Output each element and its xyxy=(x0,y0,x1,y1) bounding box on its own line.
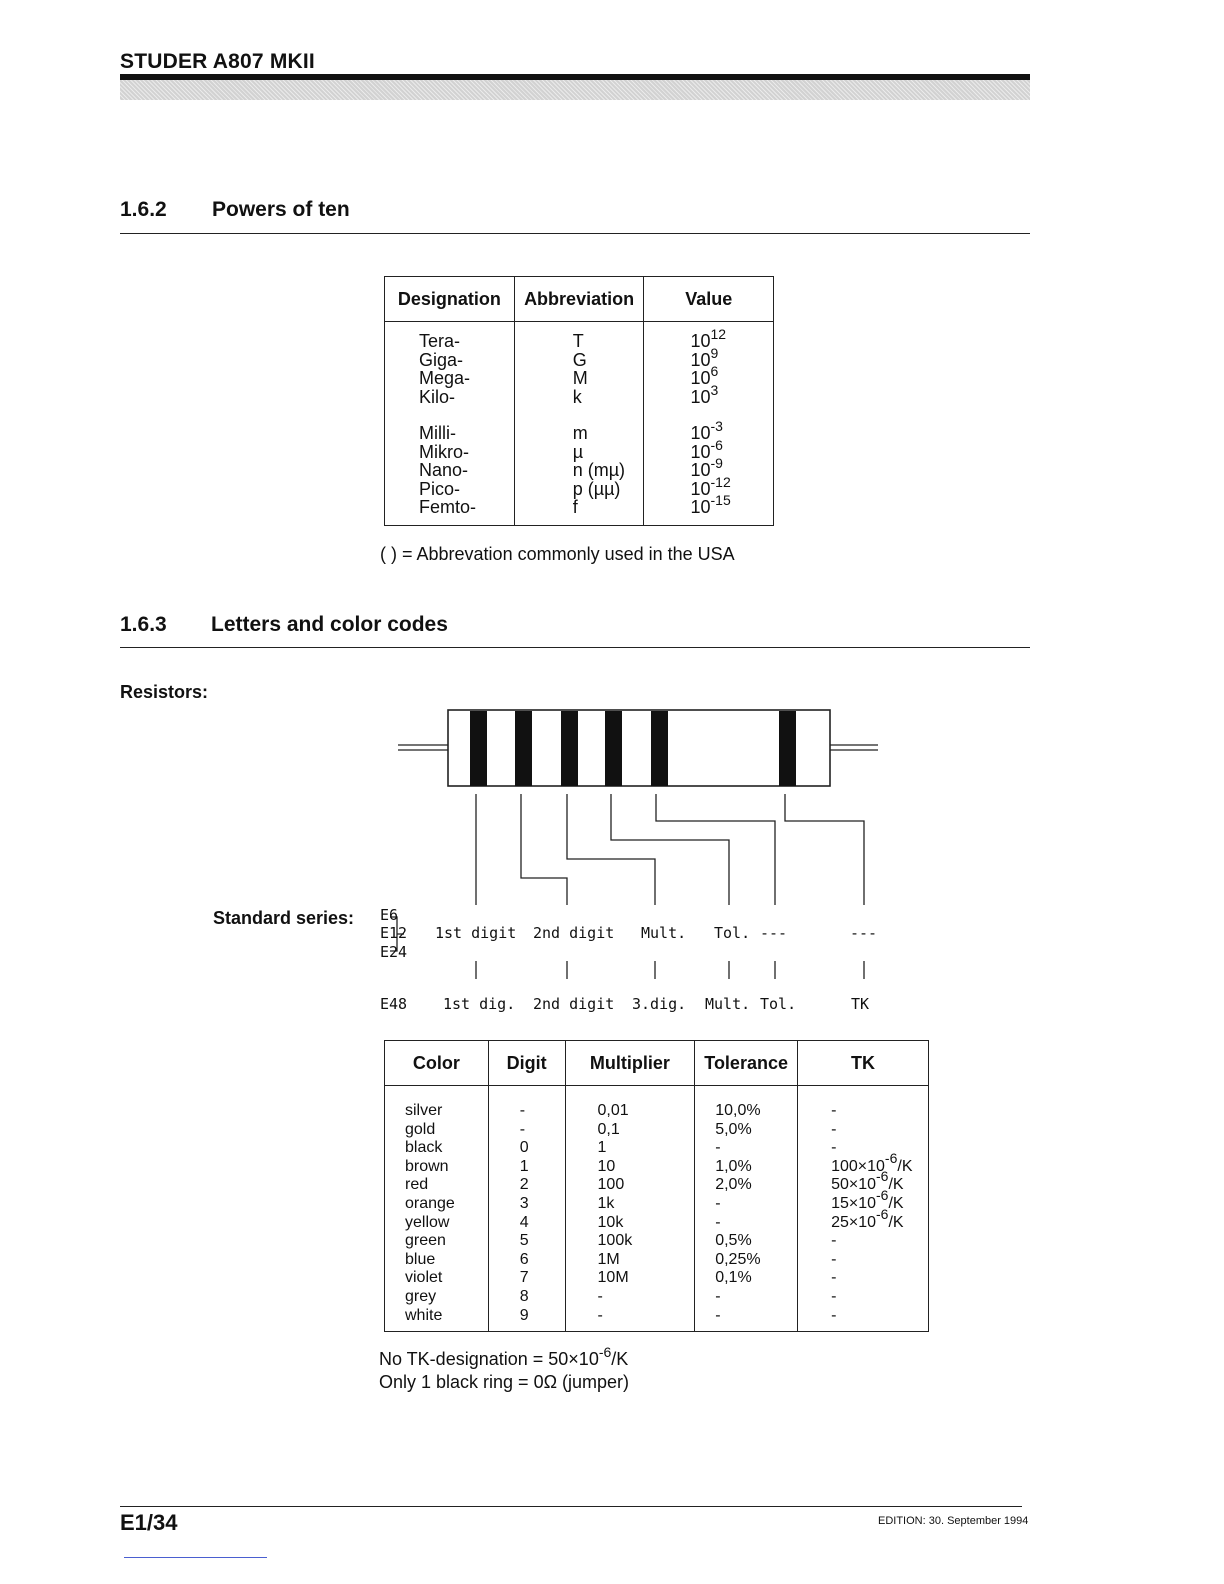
header-tolerance: Tolerance xyxy=(695,1041,798,1086)
abbreviation-cell: m xyxy=(572,423,588,443)
value-cell: $10^{-3}$ xyxy=(690,418,723,443)
color-cell: blue xyxy=(405,1250,436,1268)
multiplier-cell: - xyxy=(597,1287,603,1305)
multiplier-cell: 1M xyxy=(597,1250,620,1268)
value-cell: $10^3$ xyxy=(690,381,719,407)
color-cell: violet xyxy=(405,1269,443,1287)
standard-series-label: Standard series: xyxy=(213,908,355,928)
abbreviation-cell: G xyxy=(572,349,587,370)
tolerance-cell: 0,25% xyxy=(715,1250,761,1268)
color-cell: orange xyxy=(405,1194,455,1212)
abbreviation-cell: µ xyxy=(572,441,584,462)
digit-cell: 9 xyxy=(519,1306,529,1324)
tk-cell: - xyxy=(831,1250,837,1268)
designation-cell: Milli- xyxy=(419,423,456,443)
band-leader-lines xyxy=(390,794,864,979)
tk-cell: - xyxy=(831,1269,837,1287)
designation-cell: Mikro- xyxy=(419,441,469,462)
abbreviation-cell: T xyxy=(572,331,584,351)
multiplier-cell: 1 xyxy=(597,1139,607,1157)
series-e6: E6 xyxy=(380,906,399,924)
digit-cell: 5 xyxy=(519,1232,529,1250)
color-cell: grey xyxy=(405,1287,437,1305)
series-e48: E48 xyxy=(380,995,408,1013)
header-tk: TK xyxy=(798,1041,929,1086)
e48-tolerance: Tol. xyxy=(760,995,797,1013)
document-header-title: STUDER A807 MKII xyxy=(120,50,315,73)
designation-cell: Mega- xyxy=(419,368,471,388)
footer-rule xyxy=(120,1506,1022,1507)
header-value: Value xyxy=(644,277,774,322)
digit-cell: 2 xyxy=(519,1176,529,1194)
color-cell: yellow xyxy=(405,1213,450,1231)
digit-cell: 0 xyxy=(519,1139,529,1157)
tk-cell: - xyxy=(831,1139,837,1157)
color-column xyxy=(385,1086,489,1332)
tolerance-cell: - xyxy=(715,1213,721,1231)
e48-third-digit: 3.dig. xyxy=(632,995,687,1013)
header-abbreviation: Abbreviation xyxy=(514,277,644,322)
section-title-powers: Powers of ten xyxy=(212,198,350,221)
digit-cell: 7 xyxy=(519,1269,529,1287)
color-cell: brown xyxy=(405,1157,449,1175)
value-cell: $10^9$ xyxy=(690,344,719,370)
designation-cell: Giga- xyxy=(419,349,464,370)
tk-cell: - xyxy=(831,1232,837,1250)
multiplier-column xyxy=(565,1086,695,1332)
section-title-letters: Letters and color codes xyxy=(211,613,448,636)
designation-cell: Nano- xyxy=(419,460,469,480)
resistors-label: Resistors: xyxy=(120,682,209,702)
digit-cell: 3 xyxy=(519,1194,529,1212)
value-cell: $10^{-9}$ xyxy=(690,455,723,480)
e48-multiplier: Mult. xyxy=(705,995,751,1013)
multiplier-cell: 100k xyxy=(597,1232,633,1250)
tolerance-cell: 10,0% xyxy=(715,1102,761,1119)
tk-cell: $100\times 10^{-6}/K$ xyxy=(831,1149,913,1175)
e48-tk: TK xyxy=(851,995,870,1013)
multiplier-cell: - xyxy=(597,1306,603,1324)
color-code-table xyxy=(384,1040,929,1332)
tk-cell: $25\times 10^{-6}/K$ xyxy=(831,1205,904,1231)
e24-multiplier: Mult. xyxy=(641,924,687,942)
digit-cell: - xyxy=(519,1120,526,1138)
tk-cell: $15\times 10^{-6}/K$ xyxy=(831,1186,904,1212)
multiplier-cell: 10k xyxy=(597,1213,624,1231)
abbreviation-cell: f xyxy=(572,497,578,517)
series-e12: E12 xyxy=(380,924,408,942)
e48-second-digit: 2nd digit xyxy=(533,995,615,1013)
multiplier-cell: 1k xyxy=(597,1194,615,1212)
header-designation: Designation xyxy=(385,277,515,322)
page-number: E1/34 xyxy=(120,1510,178,1535)
tolerance-cell: - xyxy=(715,1194,721,1212)
multiplier-cell: 10M xyxy=(597,1269,629,1287)
digit-cell: 1 xyxy=(519,1157,529,1175)
abbreviation-cell: n (mµ) xyxy=(572,460,626,480)
tolerance-cell: - xyxy=(715,1306,721,1324)
tolerance-cell: 0,1% xyxy=(715,1269,752,1287)
color-cell: silver xyxy=(405,1102,443,1119)
tk-cell: - xyxy=(831,1102,837,1119)
value-cell: $10^{-12}$ xyxy=(690,473,731,499)
tolerance-cell: 2,0% xyxy=(715,1176,752,1194)
powers-table-note: ( ) = Abbrevation commonly used in the USA xyxy=(380,544,735,564)
tk-cell: - xyxy=(831,1120,837,1138)
e24-second-digit: 2nd digit xyxy=(533,924,615,942)
digit-cell: 6 xyxy=(519,1250,529,1268)
multiplier-cell: 0,01 xyxy=(597,1102,629,1119)
designation-cell: Kilo- xyxy=(419,386,456,407)
multiplier-cell: 10 xyxy=(597,1157,616,1175)
color-cell: red xyxy=(405,1176,429,1194)
tolerance-cell: - xyxy=(715,1139,721,1157)
color-cell: white xyxy=(405,1306,443,1324)
bottom-link-underline xyxy=(124,1557,267,1558)
tolerance-cell: 5,0% xyxy=(715,1120,752,1138)
resistor-bands xyxy=(470,711,796,786)
color-cell: black xyxy=(405,1139,443,1157)
color-cell: gold xyxy=(405,1120,436,1138)
digit-cell: 4 xyxy=(519,1213,529,1231)
digit-cell: - xyxy=(519,1102,526,1119)
jumper-note: Only 1 black ring = 0Ω (jumper) xyxy=(379,1372,630,1392)
tolerance-cell: 0,5% xyxy=(715,1232,752,1250)
abbreviation-cell: k xyxy=(572,386,582,407)
tk-cell: $50\times 10^{-6}/K$ xyxy=(831,1168,904,1194)
designation-cell: Pico- xyxy=(419,478,461,499)
tolerance-cell: 1,0% xyxy=(715,1157,752,1175)
section-number-letters: 1.6.3 xyxy=(120,613,167,636)
abbreviation-cell: p (µµ) xyxy=(572,478,621,499)
digit-column xyxy=(488,1086,565,1332)
header-color: Color xyxy=(385,1041,489,1086)
e24-dash-1: --- xyxy=(760,924,788,942)
value-cell: $10^{-6}$ xyxy=(690,436,723,462)
tolerance-column xyxy=(695,1086,798,1332)
e24-tolerance: Tol. xyxy=(714,924,751,942)
designation-cell: Tera- xyxy=(419,331,461,351)
header-multiplier: Multiplier xyxy=(565,1041,695,1086)
value-cell: $10^6$ xyxy=(690,363,719,388)
multiplier-cell: 0,1 xyxy=(597,1120,620,1138)
value-cell: $10^{12}$ xyxy=(690,326,727,351)
digit-cell: 8 xyxy=(519,1287,529,1305)
abbreviation-cell: M xyxy=(572,368,588,388)
section-number-powers: 1.6.2 xyxy=(120,198,167,221)
color-cell: green xyxy=(405,1232,446,1250)
edition-date: EDITION: 30. September 1994 xyxy=(878,1515,1029,1527)
tk-cell: - xyxy=(831,1306,837,1324)
header-digit: Digit xyxy=(488,1041,565,1086)
multiplier-cell: 100 xyxy=(597,1176,625,1194)
designation-cell: Femto- xyxy=(419,497,477,517)
series-e24: E24 xyxy=(380,943,408,961)
tolerance-cell: - xyxy=(715,1287,721,1305)
tk-column xyxy=(798,1086,929,1332)
e24-first-digit: 1st digit xyxy=(435,924,517,942)
value-cell: $10^{-15}$ xyxy=(690,492,731,517)
tk-cell: - xyxy=(831,1287,837,1305)
tk-note: No TK-designation = $50\times 10^{-6}/K$ xyxy=(379,1344,629,1369)
e24-dash-2: --- xyxy=(850,924,878,942)
e48-first-digit: 1st dig. xyxy=(443,995,516,1013)
